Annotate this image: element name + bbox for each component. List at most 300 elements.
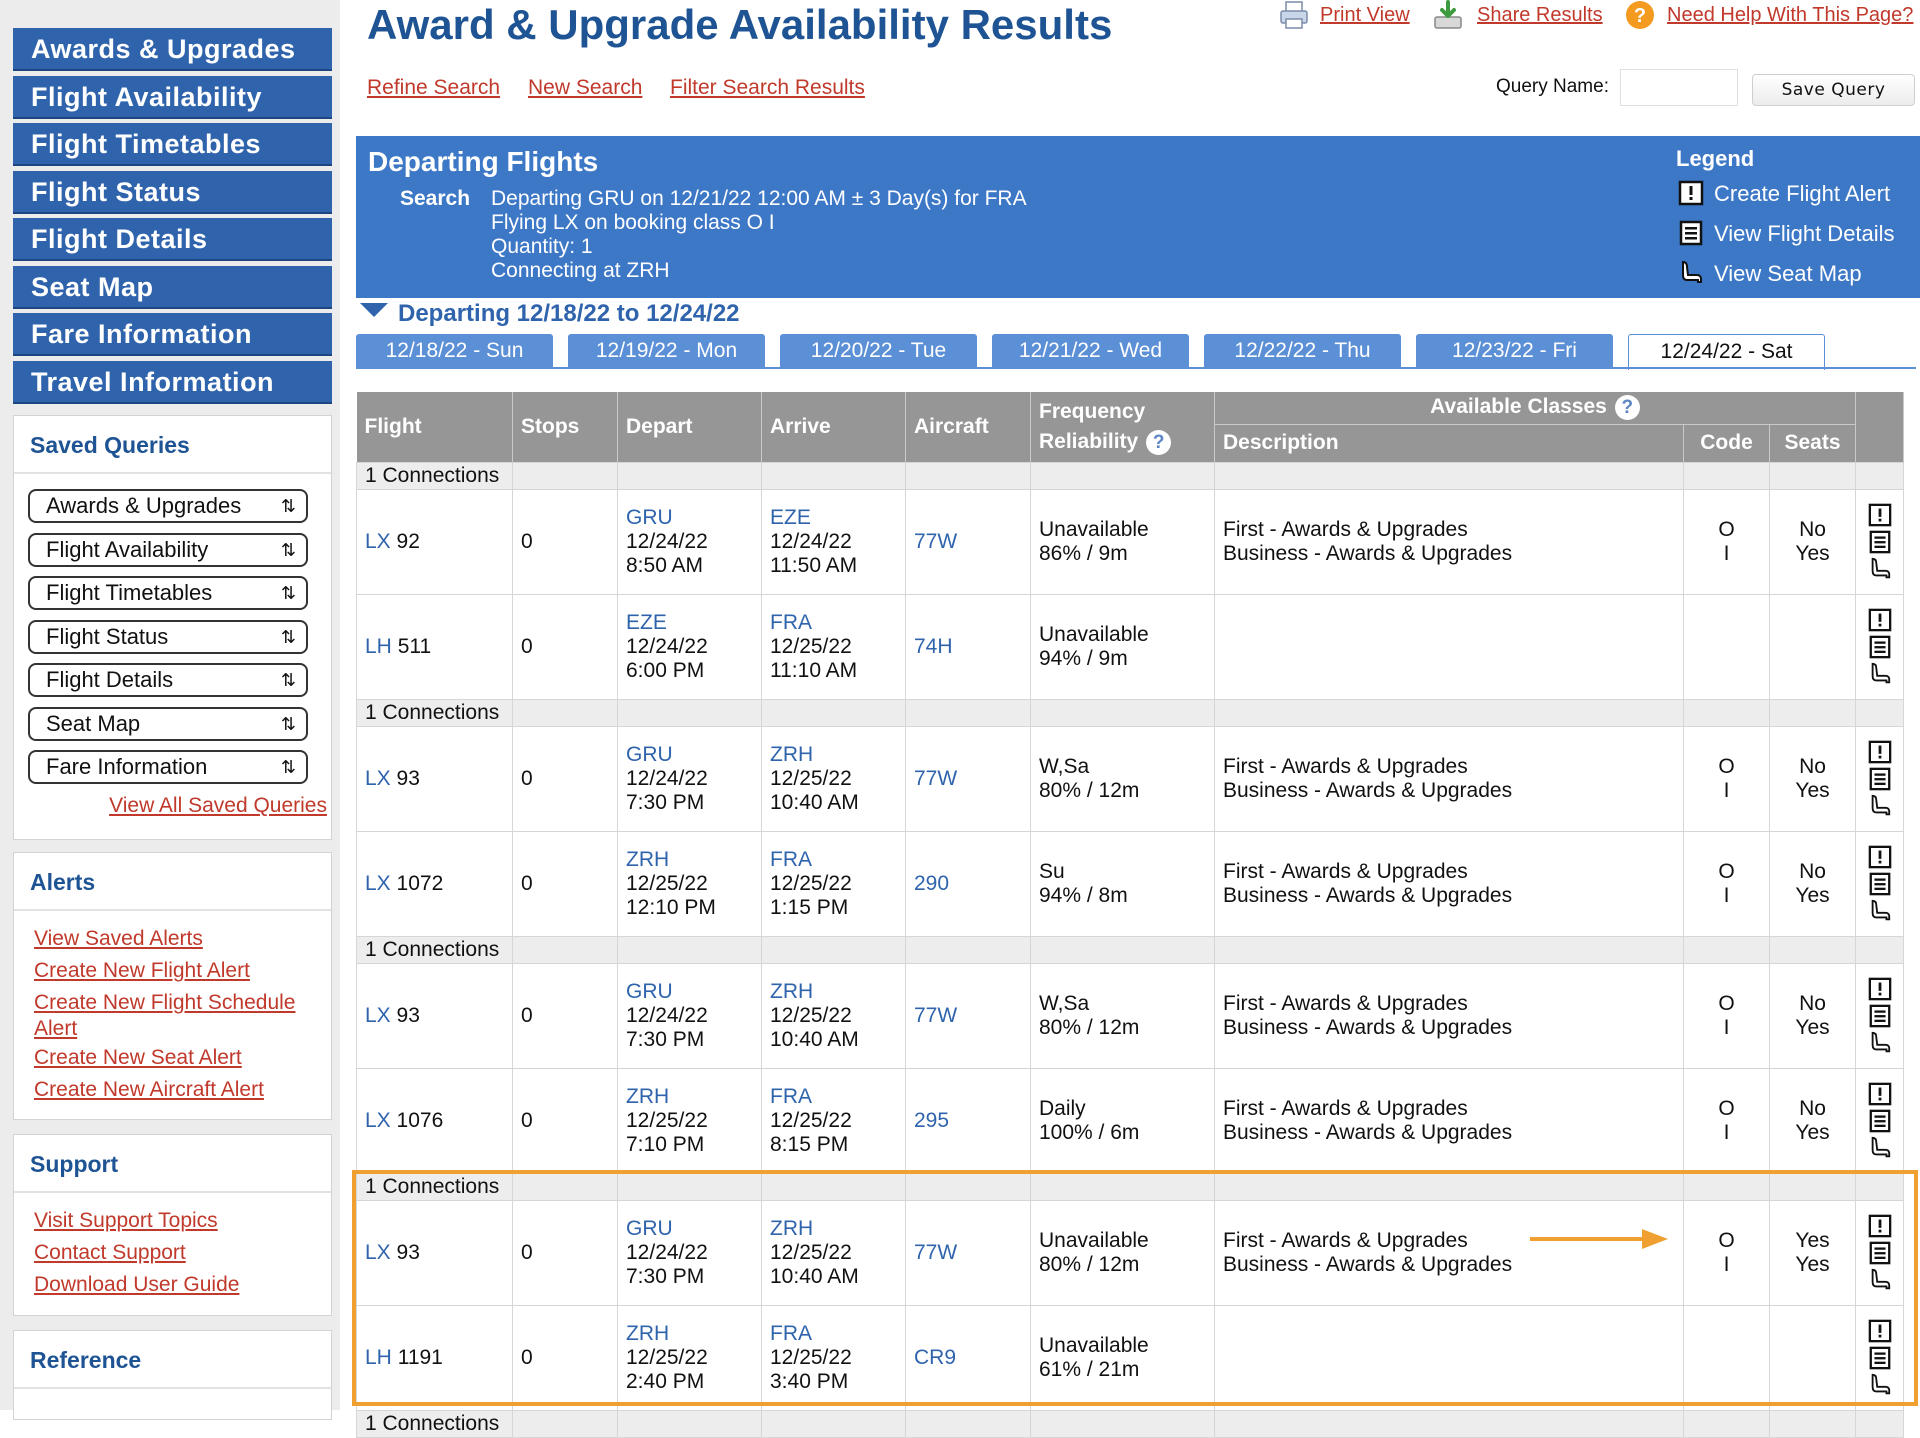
code-cell: [1684, 726, 1770, 831]
create-seat-alert-link[interactable]: Create New Seat Alert: [34, 1046, 242, 1069]
save-query-button[interactable]: Save Query: [1752, 74, 1915, 106]
create-aircraft-alert-link[interactable]: Create New Aircraft Alert: [34, 1078, 264, 1101]
arrive-date: 12/24/22: [770, 529, 852, 553]
flight-cell: [357, 594, 513, 699]
stops-value: 0: [521, 529, 533, 553]
saved-query-select[interactable]: [28, 620, 308, 654]
depart-cell: [618, 1068, 762, 1173]
arrive-airport: FRA: [770, 1321, 812, 1345]
aircraft-type: 77W: [914, 529, 958, 553]
description-cell: [1215, 489, 1684, 594]
depart-airport: ZRH: [626, 1321, 670, 1345]
class-code: I: [1723, 883, 1730, 907]
flight-details-icon: [1678, 220, 1704, 246]
download-user-guide-link[interactable]: Download User Guide: [34, 1273, 240, 1296]
aircraft-cell: [906, 1305, 1031, 1410]
stops-cell: [513, 831, 618, 936]
frequency-value: Daily: [1039, 1096, 1086, 1120]
class-code: I: [1723, 1015, 1730, 1039]
saved-query-select[interactable]: [28, 663, 308, 697]
arrive-time: 11:10 AM: [770, 658, 858, 682]
flight-details-icon[interactable]: [1868, 767, 1892, 791]
arrive-cell: [762, 1305, 906, 1410]
arrive-date: 12/25/22: [770, 1003, 852, 1027]
flight-details-icon[interactable]: [1868, 1004, 1892, 1028]
help-icon[interactable]: [1624, 0, 1656, 30]
seats-value: No: [1799, 754, 1826, 778]
col-available-classes: [1215, 392, 1856, 424]
legend-view-flight-details: [1678, 220, 1895, 247]
connection-count: 1 Connections: [365, 463, 500, 487]
stops-cell: [513, 1200, 618, 1305]
frequency-value: W,Sa: [1039, 991, 1090, 1015]
flight-details-icon[interactable]: [1868, 530, 1892, 554]
arrive-date: 12/25/22: [770, 1345, 852, 1369]
description-cell: [1215, 1200, 1684, 1305]
alert-icon[interactable]: [1868, 1214, 1892, 1238]
alert-icon[interactable]: [1868, 503, 1892, 527]
need-help-link[interactable]: Need Help With This Page?: [1667, 4, 1914, 26]
search-summary-line: Departing GRU on 12/21/22 12:00 AM ± 3 Day(s) for FRA: [491, 187, 1027, 210]
depart-date: 12/24/22: [626, 529, 708, 553]
refine-search-link[interactable]: Refine Search: [367, 76, 501, 99]
frequency-label: Frequency: [1039, 399, 1146, 423]
depart-airport: ZRH: [626, 847, 670, 871]
left-sidebar: [0, 0, 340, 1410]
class-description: Business - Awards & Upgrades: [1223, 1120, 1513, 1144]
class-description: First - Awards & Upgrades: [1223, 754, 1468, 778]
description-cell: [1215, 594, 1684, 699]
aircraft-cell: [906, 489, 1031, 594]
flight-details-icon[interactable]: [1868, 1241, 1892, 1265]
help-icon[interactable]: ?: [1615, 395, 1640, 420]
nav-button[interactable]: Awards & Upgrades: [13, 28, 332, 71]
class-code: I: [1723, 541, 1730, 565]
results-table: [356, 392, 1904, 1438]
share-results-link[interactable]: Share Results: [1477, 4, 1603, 26]
connection-count: 1 Connections: [365, 700, 500, 724]
carrier-code: LH: [365, 634, 392, 658]
depart-airport: GRU: [626, 742, 673, 766]
flight-number: 1191: [397, 1345, 443, 1369]
seats-value: No: [1799, 991, 1826, 1015]
arrive-airport: FRA: [770, 610, 812, 634]
alert-icon[interactable]: [1868, 845, 1892, 869]
flight-row: [357, 1068, 1904, 1173]
connection-group-row: [357, 699, 1904, 726]
arrive-time: 3:40 PM: [770, 1369, 849, 1393]
flight-cell: [357, 1305, 513, 1410]
aircraft-cell: [906, 831, 1031, 936]
seat-icon[interactable]: [1867, 1031, 1893, 1055]
seats-cell: [1770, 1200, 1856, 1305]
seats-cell: [1770, 489, 1856, 594]
reliability-value: 80% / 12m: [1039, 1015, 1140, 1039]
arrive-airport: FRA: [770, 1084, 812, 1108]
nav-button[interactable]: Flight Availability: [13, 76, 332, 119]
legend-label: View Seat Map: [1714, 261, 1862, 286]
arrive-cell: [762, 963, 906, 1068]
alert-icon[interactable]: [1868, 608, 1892, 632]
aircraft-cell: [906, 963, 1031, 1068]
depart-cell: [618, 831, 762, 936]
depart-time: 7:10 PM: [626, 1132, 705, 1156]
actions-cell: [1856, 831, 1904, 936]
flight-cell: [357, 489, 513, 594]
available-classes-label: Available Classes: [1430, 395, 1607, 419]
depart-cell: [618, 594, 762, 699]
class-description: First - Awards & Upgrades: [1223, 1228, 1468, 1252]
saved-query-select[interactable]: [28, 750, 308, 784]
flight-details-icon[interactable]: [1868, 1109, 1892, 1133]
saved-queries-title: Saved Queries: [14, 416, 331, 474]
seat-icon[interactable]: [1867, 1373, 1893, 1397]
flight-details-icon[interactable]: [1868, 635, 1892, 659]
collapse-triangle-icon: [360, 303, 388, 317]
frequency-value: Unavailable: [1039, 1333, 1149, 1357]
saved-query-select[interactable]: [28, 489, 308, 523]
flight-cell: [357, 1200, 513, 1305]
date-tab[interactable]: 12/24/22 - Sat: [1628, 334, 1825, 370]
class-code: O: [1718, 859, 1735, 883]
create-flight-schedule-alert-link[interactable]: Create New Flight Schedule Alert: [34, 991, 296, 1040]
seats-cell: [1770, 1305, 1856, 1410]
aircraft-type: 295: [914, 1108, 950, 1132]
actions-cell: [1856, 963, 1904, 1068]
arrive-cell: [762, 1200, 906, 1305]
class-description: Business - Awards & Upgrades: [1223, 778, 1513, 802]
stops-value: 0: [521, 1003, 533, 1027]
date-tab[interactable]: 12/20/22 - Tue: [780, 334, 977, 368]
print-view-link[interactable]: Print View: [1320, 4, 1410, 26]
search-label: Search: [400, 187, 471, 210]
seats-cell: [1770, 1068, 1856, 1173]
arrive-airport: EZE: [770, 505, 811, 529]
stops-value: 0: [521, 766, 533, 790]
arrive-date: 12/25/22: [770, 871, 852, 895]
frequency-value: Unavailable: [1039, 622, 1149, 646]
help-icon[interactable]: ?: [1146, 430, 1171, 455]
select-arrows-icon: ⇅: [280, 626, 296, 647]
description-cell: [1215, 726, 1684, 831]
class-code: O: [1718, 1228, 1735, 1252]
flight-details-icon[interactable]: [1868, 1346, 1892, 1370]
saved-queries-panel: [13, 415, 332, 840]
carrier-code: LX: [365, 871, 391, 895]
class-description: First - Awards & Upgrades: [1223, 1096, 1468, 1120]
col-flight: Flight: [357, 392, 513, 462]
description-cell: [1215, 1305, 1684, 1410]
nav-button[interactable]: Fare Information: [13, 313, 332, 356]
visit-support-topics-link[interactable]: Visit Support Topics: [34, 1209, 218, 1232]
frequency-cell: [1031, 594, 1215, 699]
col-aircraft: Aircraft: [906, 392, 1031, 462]
code-cell: [1684, 1200, 1770, 1305]
depart-airport: GRU: [626, 979, 673, 1003]
code-cell: [1684, 831, 1770, 936]
depart-time: 6:00 PM: [626, 658, 705, 682]
annotation-arrow-icon: [1530, 1227, 1670, 1251]
search-summary-line: Connecting at ZRH: [491, 259, 670, 282]
stops-cell: [513, 963, 618, 1068]
code-cell: [1684, 594, 1770, 699]
reliability-value: 61% / 21m: [1039, 1357, 1140, 1381]
saved-query-select[interactable]: [28, 533, 308, 567]
flight-row: [357, 1200, 1904, 1305]
seats-value: Yes: [1795, 1252, 1830, 1276]
arrive-cell: [762, 726, 906, 831]
depart-date: 12/24/22: [626, 1003, 708, 1027]
alert-icon: [1678, 180, 1704, 206]
carrier-code: LX: [365, 1240, 391, 1264]
arrive-time: 11:50 AM: [770, 553, 858, 577]
alert-icon[interactable]: [1868, 1082, 1892, 1106]
departing-range-label: Departing 12/18/22 to 12/24/22: [398, 300, 740, 327]
download-share-icon[interactable]: [1432, 0, 1464, 30]
connection-label: [357, 1410, 513, 1437]
printer-icon[interactable]: [1278, 0, 1310, 30]
class-code: O: [1718, 991, 1735, 1015]
alert-icon[interactable]: [1868, 1319, 1892, 1343]
select-arrows-icon: ⇅: [280, 539, 296, 560]
saved-query-select-value: Fare Information: [46, 754, 208, 779]
seats-value: Yes: [1795, 541, 1830, 565]
actions-cell: [1856, 594, 1904, 699]
class-description: Business - Awards & Upgrades: [1223, 541, 1513, 565]
flight-row: [357, 831, 1904, 936]
alert-icon[interactable]: [1868, 977, 1892, 1001]
arrive-date: 12/25/22: [770, 1108, 852, 1132]
col-seats: Seats: [1770, 424, 1856, 462]
class-code: I: [1723, 778, 1730, 802]
saved-query-select-value: Flight Status: [46, 623, 169, 649]
depart-date: 12/25/22: [626, 1108, 708, 1132]
arrive-date: 12/25/22: [770, 1240, 852, 1264]
carrier-code: LX: [365, 766, 391, 790]
aircraft-type: 290: [914, 871, 950, 895]
select-arrows-icon: ⇅: [280, 496, 296, 516]
contact-support-link[interactable]: Contact Support: [34, 1241, 186, 1264]
stops-value: 0: [521, 1345, 533, 1369]
flight-number: 511: [397, 634, 432, 658]
col-arrive: Arrive: [762, 392, 906, 462]
flight-number: 93: [396, 766, 420, 790]
arrive-cell: [762, 489, 906, 594]
depart-airport: GRU: [626, 505, 673, 529]
date-tab[interactable]: 12/23/22 - Fri: [1416, 334, 1613, 368]
arrive-cell: [762, 831, 906, 936]
depart-cell: [618, 726, 762, 831]
arrive-airport: FRA: [770, 847, 812, 871]
seats-cell: [1770, 726, 1856, 831]
reliability-value: 100% / 6m: [1039, 1120, 1140, 1144]
seats-value: Yes: [1795, 1228, 1830, 1252]
flight-row: [357, 963, 1904, 1068]
legend-create-flight-alert: [1678, 180, 1890, 207]
connection-label: [357, 462, 513, 489]
departing-flights-banner: [356, 136, 1920, 298]
saved-query-select-value: Seat Map: [46, 710, 141, 736]
support-panel: [13, 1134, 332, 1316]
results-table-container: [356, 392, 1903, 1435]
arrive-time: 8:15 PM: [770, 1132, 849, 1156]
depart-cell: [618, 1200, 762, 1305]
description-cell: [1215, 963, 1684, 1068]
aircraft-cell: [906, 1068, 1031, 1173]
aircraft-type: 77W: [914, 1003, 958, 1027]
new-search-link[interactable]: New Search: [528, 76, 643, 99]
col-code: Code: [1684, 424, 1770, 462]
frequency-cell: [1031, 726, 1215, 831]
connection-count: 1 Connections: [365, 1411, 500, 1435]
connection-label: [357, 1173, 513, 1200]
arrive-time: 10:40 AM: [770, 1027, 859, 1051]
view-all-saved-queries-link[interactable]: View All Saved Queries: [109, 794, 327, 817]
support-title: Support: [14, 1135, 331, 1193]
flight-cell: [357, 726, 513, 831]
seats-value: No: [1799, 517, 1826, 541]
seat-icon[interactable]: [1867, 794, 1893, 818]
frequency-value: W,Sa: [1039, 754, 1090, 778]
depart-time: 2:40 PM: [626, 1369, 705, 1393]
seat-icon[interactable]: [1867, 1268, 1893, 1292]
class-code: I: [1723, 1252, 1730, 1276]
saved-query-select[interactable]: [28, 576, 308, 610]
reference-title: Reference: [14, 1331, 331, 1389]
alert-icon[interactable]: [1868, 740, 1892, 764]
stops-cell: [513, 594, 618, 699]
frequency-cell: [1031, 1305, 1215, 1410]
depart-date: 12/25/22: [626, 1345, 708, 1369]
depart-airport: GRU: [626, 1216, 673, 1240]
nav-button[interactable]: Flight Timetables: [13, 123, 332, 166]
depart-cell: [618, 1305, 762, 1410]
flight-number: 93: [396, 1003, 420, 1027]
view-saved-alerts-link[interactable]: View Saved Alerts: [34, 927, 203, 950]
stops-value: 0: [521, 1108, 533, 1132]
saved-query-select-value: Flight Availability: [46, 536, 209, 562]
departing-range-toggle[interactable]: [360, 300, 740, 328]
aircraft-cell: [906, 1200, 1031, 1305]
legend-label: Create Flight Alert: [1714, 181, 1891, 206]
depart-airport: ZRH: [626, 1084, 670, 1108]
col-actions: [1856, 392, 1904, 462]
banner-title: Departing Flights: [368, 146, 599, 177]
filter-search-results-link[interactable]: Filter Search Results: [670, 76, 865, 99]
page-title: Award & Upgrade Availability Results: [367, 1, 1113, 48]
legend-label: View Flight Details: [1714, 221, 1895, 246]
depart-time: 7:30 PM: [626, 1027, 705, 1051]
class-description: Business - Awards & Upgrades: [1223, 1015, 1513, 1039]
connection-group-row: [357, 462, 1904, 489]
col-depart: Depart: [618, 392, 762, 462]
seat-icon[interactable]: [1867, 1136, 1893, 1160]
svg-text:?: ?: [1633, 5, 1647, 27]
date-tab[interactable]: 12/22/22 - Thu: [1204, 334, 1401, 368]
flight-details-icon[interactable]: [1868, 872, 1892, 896]
query-name-input[interactable]: [1620, 69, 1738, 106]
carrier-code: LX: [365, 1003, 391, 1027]
seat-icon[interactable]: [1867, 662, 1893, 686]
stops-value: 0: [521, 634, 533, 658]
stops-cell: [513, 726, 618, 831]
actions-cell: [1856, 1068, 1904, 1173]
frequency-value: Unavailable: [1039, 1228, 1149, 1252]
date-tab[interactable]: 12/21/22 - Wed: [992, 334, 1189, 368]
depart-date: 12/25/22: [626, 871, 708, 895]
aircraft-type: 77W: [914, 1240, 958, 1264]
seat-icon[interactable]: [1867, 557, 1893, 581]
select-arrows-icon: ⇅: [280, 713, 296, 734]
reliability-value: 94% / 9m: [1039, 646, 1128, 670]
frequency-value: Su: [1039, 859, 1065, 883]
arrive-airport: ZRH: [770, 1216, 814, 1240]
seats-value: No: [1799, 859, 1826, 883]
col-description: Description: [1215, 424, 1684, 462]
flight-row: [357, 594, 1904, 699]
reliability-value: 86% / 9m: [1039, 541, 1128, 565]
connection-label: [357, 936, 513, 963]
saved-query-select-value: Flight Details: [46, 667, 174, 692]
date-tab[interactable]: 12/18/22 - Sun: [356, 334, 553, 368]
seat-icon[interactable]: [1867, 899, 1893, 923]
arrive-time: 1:15 PM: [770, 895, 849, 919]
frequency-cell: [1031, 831, 1215, 936]
reliability-value: 94% / 8m: [1039, 883, 1128, 907]
code-cell: [1684, 1068, 1770, 1173]
description-cell: [1215, 1068, 1684, 1173]
connection-group-row: [357, 1173, 1904, 1200]
nav-button[interactable]: Travel Information: [13, 361, 332, 404]
date-tab[interactable]: 12/19/22 - Mon: [568, 334, 765, 368]
flight-row: [357, 489, 1904, 594]
nav-button[interactable]: Seat Map: [13, 266, 332, 309]
class-description: First - Awards & Upgrades: [1223, 859, 1468, 883]
seats-cell: [1770, 963, 1856, 1068]
arrive-cell: [762, 594, 906, 699]
aircraft-cell: [906, 726, 1031, 831]
flight-number: 92: [396, 529, 420, 553]
col-stops: Stops: [513, 392, 618, 462]
query-name-label: Query Name:: [1496, 76, 1609, 97]
aircraft-type: CR9: [914, 1345, 957, 1369]
create-flight-alert-link[interactable]: Create New Flight Alert: [34, 959, 250, 982]
class-code: I: [1723, 1120, 1730, 1144]
aircraft-cell: [906, 594, 1031, 699]
flight-cell: [357, 831, 513, 936]
depart-time: 12:10 PM: [626, 895, 716, 919]
saved-query-select[interactable]: [28, 707, 308, 741]
seat-icon: [1678, 260, 1704, 286]
class-code: O: [1718, 1096, 1735, 1120]
carrier-code: LX: [365, 1108, 391, 1132]
code-cell: [1684, 1305, 1770, 1410]
flight-number: 93: [396, 1240, 420, 1264]
stops-cell: [513, 1068, 618, 1173]
legend-title: Legend: [1676, 146, 1755, 171]
depart-cell: [618, 963, 762, 1068]
seats-value: Yes: [1795, 883, 1830, 907]
nav-button[interactable]: Flight Status: [13, 171, 332, 214]
connection-count: 1 Connections: [365, 937, 500, 961]
description-cell: [1215, 831, 1684, 936]
saved-query-select-value: Flight Timetables: [46, 580, 213, 605]
code-cell: [1684, 489, 1770, 594]
stops-value: 0: [521, 1240, 533, 1264]
flight-row: [357, 726, 1904, 831]
nav-button[interactable]: Flight Details: [13, 218, 332, 261]
actions-cell: [1856, 489, 1904, 594]
